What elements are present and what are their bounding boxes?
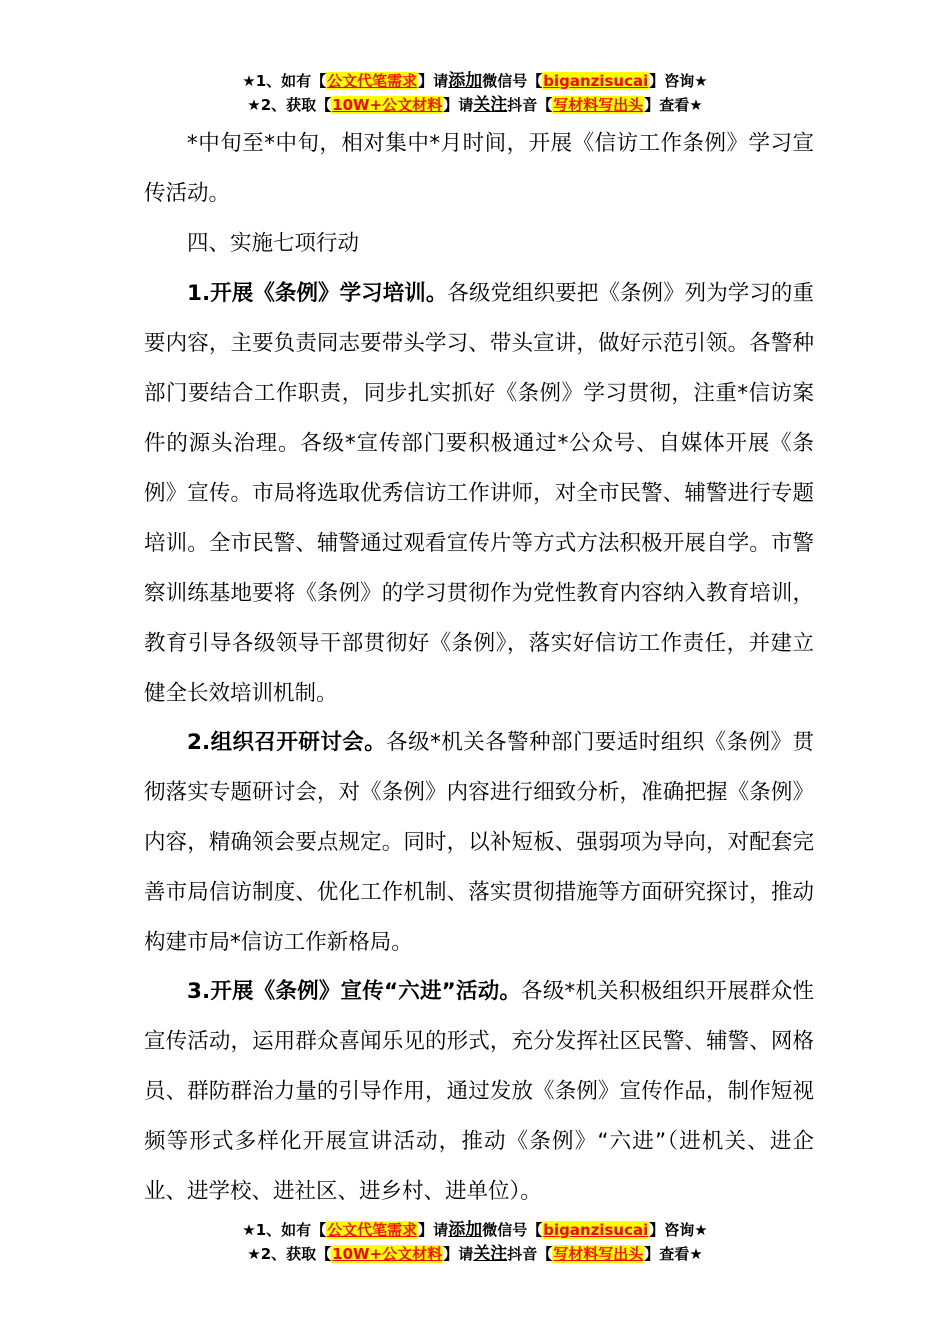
highlight-materials: 10W+公文材料 xyxy=(332,1245,443,1263)
highlight-douyin: 写材料写出头 xyxy=(553,96,644,114)
paragraph-six-entries xyxy=(144,967,814,1217)
footer-text: 微信号【 xyxy=(482,1221,543,1239)
paragraph-timeline xyxy=(144,119,814,219)
highlight-materials: 10W+公文材料 xyxy=(332,96,443,114)
paragraph-lead: 1.开展《条例》学习培训。 xyxy=(187,281,448,306)
heading-text: 四、实施七项行动 xyxy=(187,231,360,256)
header-text: 】请 xyxy=(418,72,449,90)
header-text: 】咨询★ xyxy=(649,72,708,90)
footer-emphasis: 添加 xyxy=(448,1220,483,1240)
header-text: ★2、获取【 xyxy=(247,96,332,114)
footer-text: 】查看★ xyxy=(644,1245,703,1263)
footer-text: 抖音【 xyxy=(507,1245,553,1263)
paragraph-study-training xyxy=(144,269,814,719)
paragraph-text: *中旬至*中旬，相对集中*月时间，开展《信访工作条例》学习宣传活动。 xyxy=(144,131,814,206)
highlight-service: 公文代笔需求 xyxy=(327,1221,418,1239)
paragraph-lead: 3.开展《条例》宣传“六进”活动。 xyxy=(187,979,522,1004)
paragraph-text: 各级党组织要把《条例》列为学习的重要内容，主要负责同志要带头学习、带头宣讲，做好示范引领。各警种部门要结合工作职责，同步扎实抓好《条例》学习贯彻，注重*信访案件的源头治理。各级*宣传部门要积极通过*公众号、自媒体开展《条例》宣传。市局将选取优秀信访工作讲师，对全市民警、辅警进行专题培训。全市民警、辅警通过观看宣传片等方式方法积极开展自学。市警察训练基地要将《条例》的学习贯彻作为党性教育内容纳入教育培训，教育引导各级领导干部贯彻好《条例》，落实好信访工作责任，并建立健全长效培训机制。 xyxy=(144,281,814,706)
footer-text: ★2、获取【 xyxy=(247,1245,332,1263)
footer-text: ★1、如有【 xyxy=(242,1221,327,1239)
header-banner-line-1 xyxy=(0,70,950,92)
footer-banner-line-1 xyxy=(0,1219,950,1241)
highlight-wechat-id: biganzisucai xyxy=(543,72,649,90)
header-text: 微信号【 xyxy=(482,72,543,90)
footer-text: 】咨询★ xyxy=(649,1221,708,1239)
header-text: ★1、如有【 xyxy=(242,72,327,90)
paragraph-seminar xyxy=(144,718,814,968)
header-banner-line-2 xyxy=(0,94,950,116)
header-text: 】请 xyxy=(443,96,474,114)
footer-emphasis: 关注 xyxy=(473,1244,508,1264)
header-text: 抖音【 xyxy=(507,96,553,114)
header-emphasis: 关注 xyxy=(473,95,508,115)
footer-text: 】请 xyxy=(443,1245,474,1263)
header-text: 】查看★ xyxy=(644,96,703,114)
paragraph-text: 各级*机关各警种部门要适时组织《条例》贯彻落实专题研讨会，对《条例》内容进行细致分析，准确把握《条例》内容，精确领会要点规定。同时，以补短板、强弱项为导向，对配套完善市局信访制度、优化工作机制、落实贯彻措施等方面研究探讨，推动构建市局*信访工作新格局。 xyxy=(144,730,814,955)
section-heading-four xyxy=(144,219,814,269)
paragraph-text: 各级*机关积极组织开展群众性宣传活动，运用群众喜闻乐见的形式，充分发挥社区民警、辅警、网格员、群防群治力量的引导作用，通过发放《条例》宣传作品，制作短视频等形式多样化开展宣讲活动，推动《条例》“六进”（进机关、进企业、进学校、进社区、进乡村、进单位）。 xyxy=(144,979,814,1204)
footer-banner-line-2 xyxy=(0,1243,950,1265)
paragraph-lead: 2.组织召开研讨会。 xyxy=(187,730,387,755)
highlight-wechat-id: biganzisucai xyxy=(543,1221,649,1239)
footer-text: 】请 xyxy=(418,1221,449,1239)
highlight-service: 公文代笔需求 xyxy=(327,72,418,90)
highlight-douyin: 写材料写出头 xyxy=(553,1245,644,1263)
header-emphasis: 添加 xyxy=(448,71,483,91)
